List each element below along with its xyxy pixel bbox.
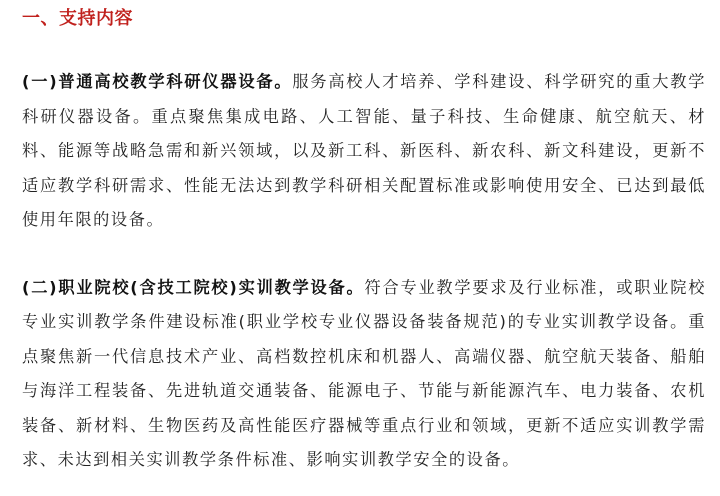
paragraph-body: 服务高校人才培养、学科建设、科学研究的重大教学科研仪器设备。重点聚焦集成电路、人工智能、量子科技、生命健康、航空航天、材料、能源等战略急需和新兴领域，以及新工科、新医科、新农科、新文科建设，更新不适应教学科研需求、性能无法达到教学科研相关配置标准或影响使用安全、已达到最低使用年限的设备。 <box>22 72 706 229</box>
paragraph-lead: (一)普通高校教学科研仪器设备。 <box>22 72 293 91</box>
paragraph-lead: (二)职业院校(含技工院校)实训教学设备。 <box>22 277 365 297</box>
paragraph-university-equipment <box>22 65 706 238</box>
section-heading: 一、支持内容 <box>22 8 133 29</box>
paragraph-vocational-equipment <box>22 271 706 478</box>
paragraph-body: 符合专业教学要求及行业标准，或职业院校专业实训教学条件建设标准(职业学校专业仪器设备装备规范)的专业实训教学设备。重点聚焦新一代信息技术产业、高档数控机床和机器人、高端仪器、航空航天装备、船舶与海洋工程装备、先进轨道交通装备、能源电子、节能与新能源汽车、电力装备、农机装备、新材料、生物医药及高性能医疗器械等重点行业和领域，更新不适应实训教学需求、未达到相关实训教学条件标准、影响实训教学安全的设备。 <box>22 277 706 469</box>
